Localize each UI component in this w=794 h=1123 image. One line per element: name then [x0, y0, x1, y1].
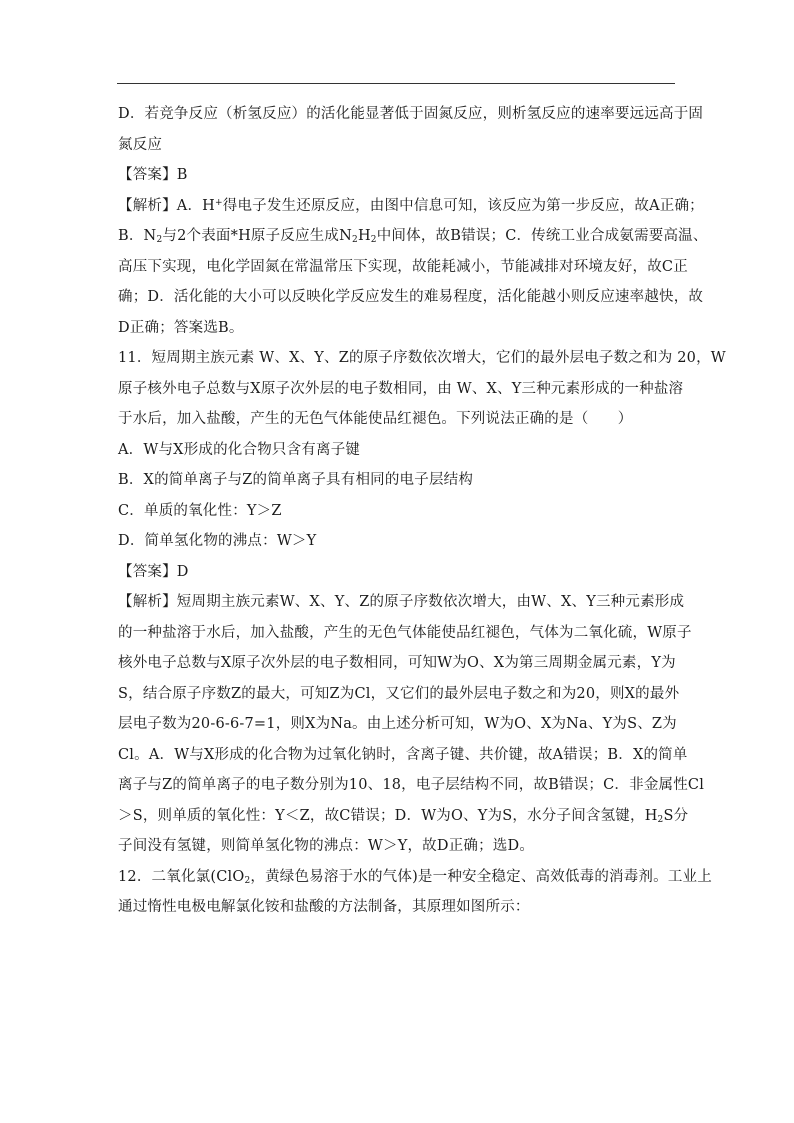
answer-label-q11: 【答案】D: [118, 563, 189, 580]
explanation-q11-line6: Cl。A．W与X形成的化合物为过氧化钠时，含离子键、共价键，故A错误；B．X的简单: [118, 746, 688, 763]
explanation-q11-line4: S，结合原子序数Z的最大，可知Z为Cl，又它们的最外层电子数之和为20，则X的最外: [118, 685, 680, 702]
option-d-text: D．若竞争反应（析氢反应）的活化能显著低于固氮反应，则析氢反应的速率要远远高于固: [118, 106, 704, 122]
question-11-option-b: B．X的简单离子与Z的简单离子具有相同的电子层结构: [118, 472, 474, 488]
explanation-q11-line7: 离子与Z的简单离子的电子数分别为10、18，电子层结构不同，故B错误；C．非金属性Cl: [118, 777, 705, 793]
explanation-q11-line3: 核外电子总数与X原子次外层的电子数相同，可知W为O、X为第三周期金属元素，Y为: [118, 655, 676, 671]
explanation-q10-line2: B．$N_2$与2个表面*H原子反应生成$N_2H_2$中间体，故B错误；C．传统工业合成氨需要高温、: [118, 228, 708, 245]
question-11-option-a: A．W与X形成的化合物只含有离子键: [118, 441, 361, 458]
option-d-continuation: 氮反应: [118, 136, 163, 153]
explanation-q11-line1: 【解析】短周期主族元素W、X、Y、Z的原子序数依次增大，由W、X、Y三种元素形成: [118, 594, 685, 610]
question-11-stem-line3: 于水后，加入盐酸，产生的无色气体能使品红褪色。下列说法正确的是（ ）: [118, 411, 633, 427]
question-12-stem-line2: 通过惰性电极电解氯化铵和盐酸的方法制备，其原理如图所示：: [118, 899, 530, 915]
explanation-q10-line4: 确；D．活化能的大小可以反映化学反应发生的难易程度，活化能越小则反应速率越快，故: [118, 289, 704, 305]
explanation-q11-line5: 层电子数为20-6-6-7=1，则X为Na。由上述分析可知，W为O、X为Na、Y为S、Z为: [118, 716, 677, 732]
question-11-stem-line1: 11．短周期主族元素 W、X、Y、Z的原子序数依次增大，它们的最外层电子数之和为 20，W: [118, 350, 726, 366]
question-11-option-d: D．简单氢化物的沸点：W＞Y: [118, 533, 317, 549]
answer-label-q10: 【答案】B: [118, 167, 188, 183]
explanation-q11-line2: 的一种盐溶于水后，加入盐酸，产生的无色气体能使品红褪色，气体为二氧化硫，W原子: [118, 624, 692, 641]
explanation-q11-line9: 子间没有氢键，则简单氢化物的沸点：W＞Y，故D正确；选D。: [118, 838, 535, 854]
question-11-stem-line2: 原子核外电子总数与X原子次外层的电子数相同，由 W、X、Y三种元素形成的一种盐溶: [118, 380, 684, 397]
explanation-q10-line5: D正确；答案选B。: [118, 319, 244, 336]
explanation-q11-line8: ＞S，则单质的氧化性：Y＜Z，故C错误；D．W为O、Y为S，水分子间含氢键，$H_2S$分: [118, 807, 689, 825]
explanation-q10-line3: 高压下实现，电化学固氮在常温常压下实现，故能耗减小，节能减排对环境友好，故C正: [118, 258, 688, 275]
explanation-q10-line1: 【解析】A．H+得电子发生还原反应，由图中信息可知，该反应为第一步反应，故A正确；: [118, 197, 704, 214]
header-rule: [117, 83, 675, 84]
question-11-option-c: C．单质的氧化性：Y＞Z: [118, 502, 282, 519]
document-body: [118, 99, 726, 923]
question-12-stem-line1: 12．二氧化氯(ClO$_2$，黄绿色易溶于水的气体)是一种安全稳定、高效低毒的消毒剂。工业上: [118, 868, 712, 886]
